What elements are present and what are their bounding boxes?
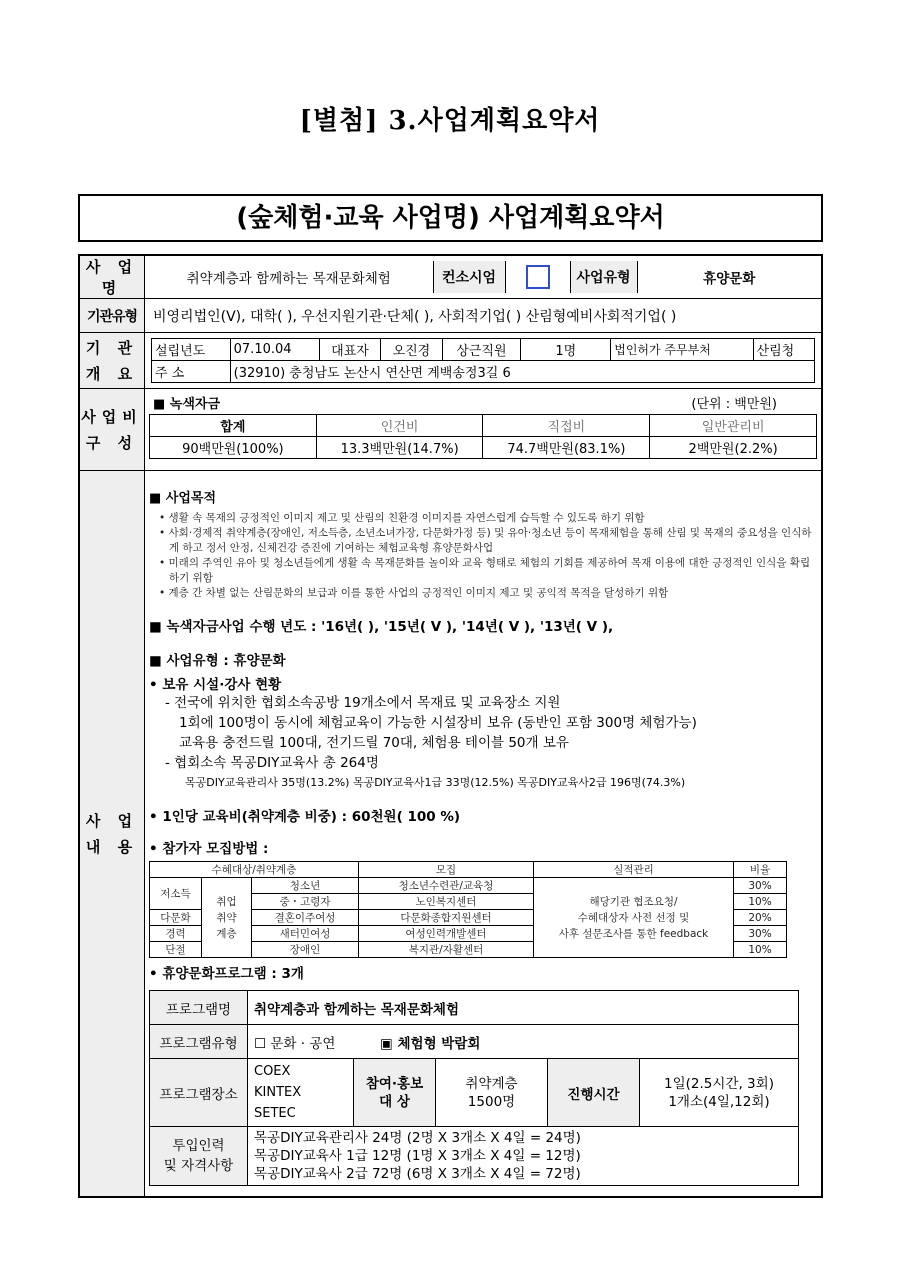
ratio: 20%	[734, 910, 787, 926]
facility-line: - 전국에 위치한 협회소속공방 19개소에서 목재료 및 교육장소 지원	[165, 695, 561, 711]
consortium-label: 컨소시엄	[433, 261, 505, 293]
budget-direct-value: 74.7백만원(83.1%)	[483, 437, 650, 459]
org-type-value: 비영리법인(V), 대학( ), 우선지원기관·단체( ), 사회적기업( ) 산림형예비사회적기업( )	[145, 299, 823, 333]
address-value: (32910) 충청남도 논산시 연산면 계백송정3길 6	[230, 361, 814, 383]
facility-line: 목공DIY교육관리사 35명(13.2%) 목공DIY교육사1급 33명(12.5%) 목공DIY교육사2급 196명(74.3%)	[185, 776, 686, 789]
facility-line: 1회에 100명이 동시에 체험교육이 가능한 시설장비 보유 (동반인 포함 300명 체험가능)	[179, 715, 697, 731]
plan-summary-table	[78, 254, 823, 1198]
ratio: 10%	[734, 942, 787, 958]
purpose-item: • 사회·경제적 취약계층(장애인, 저소득층, 소년소녀가장, 다문화가정 등) 및 유아·청소년 등이 목재체험을 통해 산림 및 목재의 중요성을 인식하게 하고 정서 안정, 신체건강 증진에 기여하는 체험교육형 휴양문화사업	[149, 526, 815, 556]
ratio: 30%	[734, 926, 787, 942]
performance-mgmt: 해당기관 협조요청/ 수혜대상자 사전 선정 및 사후 설문조사를 통한 feedback	[534, 878, 734, 958]
recruit-header: 실적관리	[534, 862, 734, 878]
rep-label: 대표자	[319, 339, 380, 361]
budget-table	[149, 414, 817, 459]
program-time-value: 1일(2.5시간, 3회) 1개소(4일,12회)	[640, 1059, 799, 1127]
target: 중・고령자	[252, 894, 359, 910]
budget-labor-value: 13.3백만원(14.7%)	[316, 437, 483, 459]
ratio: 10%	[734, 894, 787, 910]
program-target-label: 참여·홍보 대 상	[354, 1059, 436, 1127]
content-body	[145, 471, 823, 1198]
group-multicultural: 다문화	[150, 910, 202, 926]
program-line: • 휴양문화프로그램 : 3개	[149, 966, 304, 982]
program-place-label: 프로그램장소	[150, 1059, 248, 1127]
target: 청소년	[252, 878, 359, 894]
address-label: 주 소	[152, 361, 231, 383]
group-career: 경력	[150, 926, 202, 942]
program-name-value: 취약계층과 함께하는 목재문화체험	[248, 991, 799, 1025]
budget-total-value: 90백만원(100%)	[150, 437, 317, 459]
recruit-header: 비율	[734, 862, 787, 878]
program-places: COEX KINTEX SETEC	[248, 1059, 354, 1127]
program-staff-lines: 목공DIY교육관리사 24명 (2명 X 3개소 X 4일 = 24명) 목공DIY교육사 1급 12명 (1명 X 3개소 X 4일 = 12명) 목공DIY교육사 2급 72명 (6명 X 3개소 X 4일 = 72명)	[248, 1127, 799, 1186]
recruit-channel: 여성인력개발센터	[359, 926, 534, 942]
budget-heading: ■ 녹색자금	[153, 397, 221, 412]
staff-value: 1명	[521, 339, 611, 361]
rep-value: 오진경	[381, 339, 442, 361]
staff-label: 상근직원	[442, 339, 521, 361]
budget-label: 사업비 구 성	[79, 389, 145, 471]
business-name-value: 취약계층과 함께하는 목재문화체험	[145, 261, 433, 293]
facility-line: - 협회소속 목공DIY교육사 총 264명	[165, 755, 379, 771]
budget-admin-value: 2백만원(2.2%)	[650, 437, 817, 459]
years-line: ■ 녹색자금사업 수행 년도 : '16년( ), '15년( V ), '14년( V ), '13년( V ),	[149, 619, 614, 635]
org-overview-table	[151, 338, 815, 383]
recruit-channel: 다문화종합지원센터	[359, 910, 534, 926]
business-name-label: 사 업 명	[79, 255, 145, 299]
purpose-item: • 계층 간 차별 없는 산림문화의 보급과 이를 통한 사업의 긍정적인 이미지 제고 및 공익적 목적을 달성하기 위함	[149, 586, 815, 601]
recruit-header: 모집	[359, 862, 534, 878]
recruit-table	[149, 861, 787, 958]
recruit-channel: 청소년수련관/교육청	[359, 878, 534, 894]
purpose-item: • 미래의 주역인 유아 및 청소년들에게 생활 속 목재문화를 놀이와 교육 형태로 체험의 기회를 제공하여 목재 이용에 대한 긍정적인 인식을 확립하기 위함	[149, 556, 815, 586]
recruit-header: 수혜대상/취약계층	[150, 862, 359, 878]
purpose-list	[149, 511, 815, 601]
facility-heading: • 보유 시설·강사 현황	[149, 677, 282, 693]
recruit-heading: • 참가자 모집방법 :	[149, 841, 269, 857]
business-type-label: 사업유형	[570, 261, 637, 293]
est-year-value: 07.10.04	[230, 339, 319, 361]
budget-header-total: 합계	[150, 415, 317, 437]
consortium-checkbox[interactable]	[526, 265, 550, 289]
program-target-value: 취약계층 1500명	[436, 1059, 548, 1127]
org-type-label: 기관유형	[79, 299, 145, 333]
budget-header-admin: 일반관리비	[650, 415, 817, 437]
group-low-income: 저소득	[150, 878, 202, 910]
business-type-value: 휴양문화	[703, 271, 756, 287]
ratio: 30%	[734, 878, 787, 894]
program-type-culture-option[interactable]: ☐ 문화 · 공연	[254, 1035, 336, 1052]
program-table	[149, 990, 799, 1186]
program-name-label: 프로그램명	[150, 991, 248, 1025]
target: 결혼이주여성	[252, 910, 359, 926]
program-time-label: 진행시간	[548, 1059, 640, 1127]
authority-label: 법인허가 주무부처	[611, 339, 753, 361]
recruit-channel: 노인복지센터	[359, 894, 534, 910]
content-label: 사 업 내 용	[79, 471, 145, 1198]
target: 새터민여성	[252, 926, 359, 942]
est-year-label: 설립년도	[152, 339, 231, 361]
program-type-expo-option[interactable]: ▣ 체험형 박람회	[380, 1035, 481, 1052]
purpose-heading: ■ 사업목적	[149, 491, 217, 506]
cost-line: • 1인당 교육비(취약계층 비중) : 60천원( 100 %)	[149, 809, 461, 825]
type-line: ■ 사업유형 : 휴양문화	[149, 653, 286, 669]
recruit-channel: 복지관/자활센터	[359, 942, 534, 958]
document-title: (숲체험·교육 사업명) 사업계획요약서	[78, 194, 823, 242]
authority-value: 산림청	[753, 339, 814, 361]
business-row	[145, 261, 821, 293]
budget-header-labor: 인건비	[316, 415, 483, 437]
group-career-break: 단절	[150, 942, 202, 958]
target: 장애인	[252, 942, 359, 958]
page-title: [별첨] 3.사업계획요약서	[299, 106, 601, 136]
facility-line: 교육용 충전드릴 100대, 전기드릴 70대, 체험용 테이블 50개 보유	[179, 735, 569, 751]
org-overview-label: 기 관 개 요	[79, 333, 145, 389]
program-type-label: 프로그램유형	[150, 1025, 248, 1059]
group-vulnerable: 취업 취약 계층	[202, 878, 252, 958]
budget-unit: (단위 : 백만원)	[691, 397, 777, 412]
purpose-item: • 생활 속 목재의 긍정적인 이미지 제고 및 산림의 친환경 이미지를 자연스럽게 습득할 수 있도록 하기 위함	[149, 511, 815, 526]
budget-header-direct: 직접비	[483, 415, 650, 437]
program-staff-label: 투입인력 및 자격사항	[150, 1127, 248, 1186]
